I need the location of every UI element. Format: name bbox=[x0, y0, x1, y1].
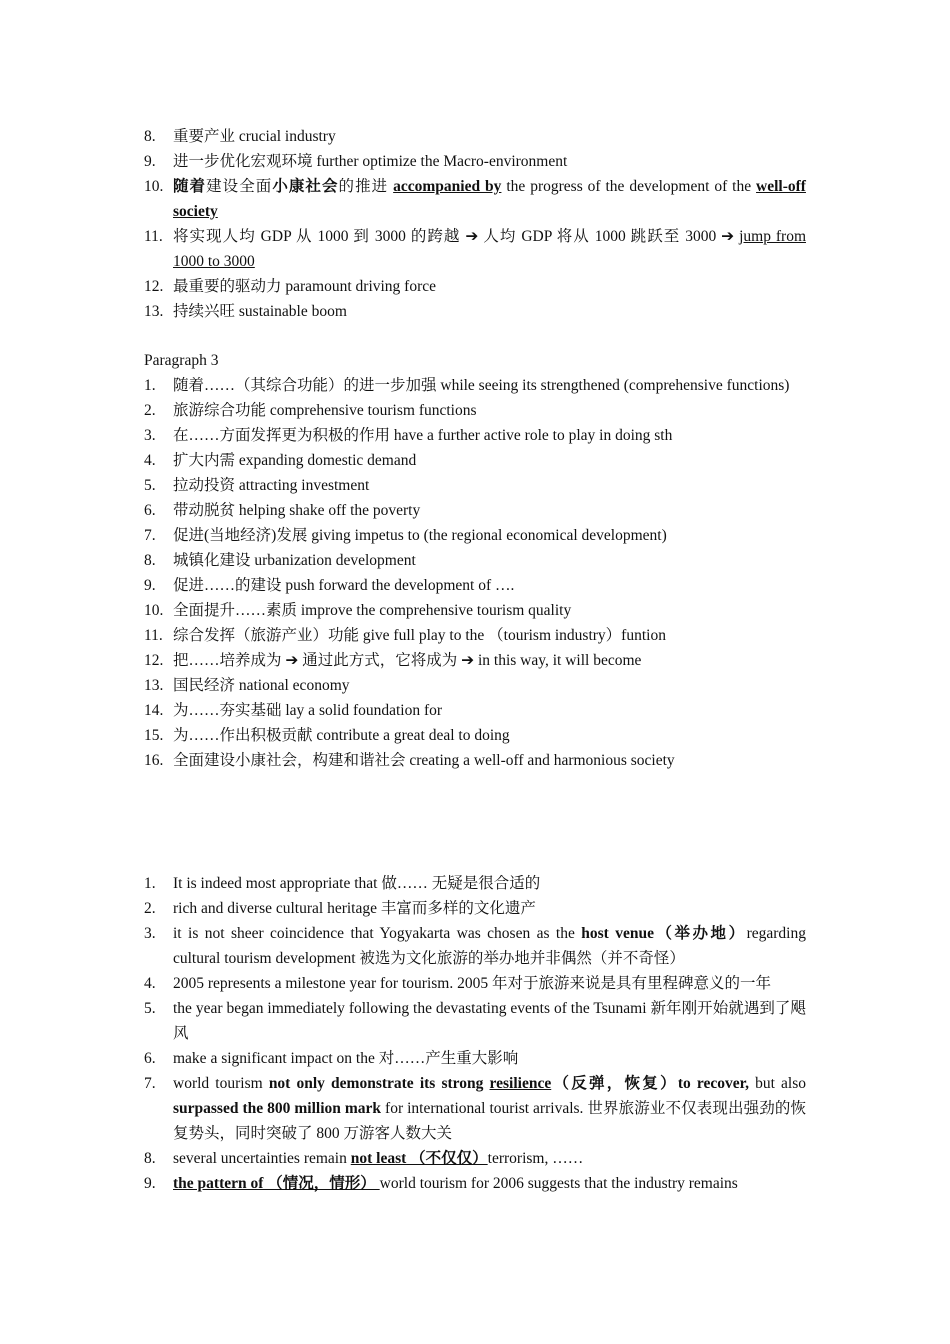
list-item-number: 11. bbox=[144, 627, 163, 644]
list-item-text bbox=[173, 178, 806, 220]
list-item-number: 15. bbox=[144, 727, 164, 744]
list-item-text: 全面建设小康社会，构建和谐社会 creating a well-off and harmonious society bbox=[173, 752, 675, 769]
list-item bbox=[144, 971, 806, 996]
paragraph-heading: Paragraph 3 bbox=[144, 352, 219, 369]
text-segment: but also bbox=[748, 1075, 807, 1092]
list-item-number: 6. bbox=[144, 1050, 156, 1067]
list-item bbox=[144, 523, 806, 548]
list-item-text: 促进……的建设 push forward the development of …. bbox=[173, 577, 515, 594]
list-item-number: 11. bbox=[144, 228, 163, 245]
list-item bbox=[144, 174, 806, 224]
text-segment: world tourism bbox=[173, 1075, 269, 1092]
list-item-text: 带动脱贫 helping shake off the poverty bbox=[173, 502, 421, 519]
list-item-number: 7. bbox=[144, 1075, 156, 1092]
text-segment: it is not sheer coincidence that Yogyakarta was chosen as the bbox=[173, 925, 582, 942]
emphasis-text-segment: 小康社会 bbox=[272, 178, 339, 195]
vocab-list-section-3 bbox=[144, 871, 806, 1196]
list-item-number: 16. bbox=[144, 752, 164, 769]
list-item bbox=[144, 996, 806, 1046]
vocab-list-section-1 bbox=[144, 124, 806, 324]
list-item-number: 4. bbox=[144, 975, 156, 992]
list-item-text: 拉动投资 attracting investment bbox=[173, 477, 370, 494]
list-item bbox=[144, 921, 806, 971]
list-item bbox=[144, 149, 806, 174]
list-item-number: 13. bbox=[144, 677, 164, 694]
list-item-text: rich and diverse cultural heritage 丰富而多样的文化遗产 bbox=[173, 900, 536, 917]
list-item-text: 为……作出积极贡献 contribute a great deal to doing bbox=[173, 727, 510, 744]
text-segment: jump from 1000 to 3000 bbox=[173, 228, 806, 270]
emphasis-text-segment: not only demonstrate its strong bbox=[268, 1075, 490, 1092]
list-item bbox=[144, 274, 806, 299]
list-item-text: 最重要的驱动力 paramount driving force bbox=[173, 278, 437, 295]
list-item-number: 9. bbox=[144, 1175, 156, 1192]
list-item bbox=[144, 448, 806, 473]
list-item-text: 进一步优化宏观环境 further optimize the Macro-environment bbox=[173, 153, 568, 170]
list-item-text: 在……方面发挥更为积极的作用 have a further active role to play in doing sth bbox=[173, 427, 673, 444]
emphasis-text-segment: resilience bbox=[489, 1075, 552, 1092]
list-item bbox=[144, 124, 806, 149]
list-item bbox=[144, 299, 806, 324]
list-item-text: 城镇化建设 urbanization development bbox=[173, 552, 416, 569]
list-item-text: 为……夯实基础 lay a solid foundation for bbox=[173, 702, 443, 719]
text-segment: the progress of the development of the bbox=[501, 178, 757, 195]
list-item bbox=[144, 548, 806, 573]
list-item bbox=[144, 623, 806, 648]
list-item bbox=[144, 748, 806, 773]
emphasis-text-segment: （反弹，恢复）to recover, bbox=[551, 1075, 749, 1092]
list-item bbox=[144, 673, 806, 698]
list-item bbox=[144, 1046, 806, 1071]
list-item-number: 4. bbox=[144, 452, 156, 469]
list-item-text: 综合发挥（旅游产业）功能 give full play to the （tourism industry）funtion bbox=[173, 627, 666, 644]
list-item-number: 5. bbox=[144, 1000, 156, 1017]
text-segment: for international tourist arrivals. 世界旅游业不仅表现出强劲的恢复势头，同时突破了 800 万游客人数大关 bbox=[173, 1100, 806, 1142]
list-item-text: 促进(当地经济)发展 giving impetus to (the regional economical development) bbox=[173, 527, 667, 544]
list-item-number: 10. bbox=[144, 602, 164, 619]
list-item-text: make a significant impact on the 对……产生重大影响 bbox=[173, 1050, 519, 1067]
list-item-number: 3. bbox=[144, 925, 156, 942]
emphasis-text-segment: not least （不仅仅） bbox=[350, 1150, 488, 1167]
list-item-text: 国民经济 national economy bbox=[173, 677, 350, 694]
list-item-number: 8. bbox=[144, 128, 156, 145]
list-item bbox=[144, 648, 806, 673]
list-item bbox=[144, 423, 806, 448]
emphasis-text-segment: host venue（举办地） bbox=[581, 925, 747, 942]
list-item-text bbox=[173, 228, 806, 270]
list-item-text: 全面提升……素质 improve the comprehensive tourism quality bbox=[173, 602, 572, 619]
list-item-number: 1. bbox=[144, 377, 156, 394]
text-segment: regarding cultural tourism development 被选为文化旅游的举办地并非偶然（并不奇怪） bbox=[173, 925, 806, 967]
list-item-text bbox=[173, 925, 806, 967]
emphasis-text-segment: 随着 bbox=[173, 178, 207, 195]
list-item bbox=[144, 598, 806, 623]
list-item-number: 2. bbox=[144, 900, 156, 917]
list-item-number: 9. bbox=[144, 577, 156, 594]
text-segment: world tourism for 2006 suggests that the industry remains bbox=[379, 1175, 738, 1192]
text-segment: 建设全面 bbox=[206, 178, 273, 195]
list-item-text: 随着……（其综合功能）的进一步加强 while seeing its strengthened (comprehensive functions) bbox=[173, 377, 790, 394]
list-item-number: 12. bbox=[144, 652, 164, 669]
list-item-number: 9. bbox=[144, 153, 156, 170]
list-item-number: 6. bbox=[144, 502, 156, 519]
list-item-text bbox=[173, 1175, 738, 1192]
emphasis-text-segment: surpassed the 800 million mark bbox=[173, 1100, 382, 1117]
list-item-number: 8. bbox=[144, 1150, 156, 1167]
text-segment: several uncertainties remain bbox=[173, 1150, 351, 1167]
list-item-number: 2. bbox=[144, 402, 156, 419]
list-item-text: the year began immediately following the devastating events of the Tsunami 新年刚开始就遇到了飓风 bbox=[173, 1000, 806, 1042]
list-item-number: 14. bbox=[144, 702, 164, 719]
emphasis-text-segment: the pattern of （情况，情形） bbox=[173, 1175, 380, 1192]
list-item bbox=[144, 373, 806, 398]
text-segment: 的推进 bbox=[338, 178, 394, 195]
text-segment: terrorism, …… bbox=[487, 1150, 584, 1167]
list-item bbox=[144, 498, 806, 523]
emphasis-text-segment: well-off society bbox=[173, 178, 806, 220]
list-item bbox=[144, 573, 806, 598]
list-item-text: 扩大内需 expanding domestic demand bbox=[173, 452, 417, 469]
list-item-text: 持续兴旺 sustainable boom bbox=[173, 303, 347, 320]
list-item-text: It is indeed most appropriate that 做…… 无疑是很合适的 bbox=[173, 875, 541, 892]
list-item-number: 10. bbox=[144, 178, 164, 195]
list-item bbox=[144, 723, 806, 748]
list-item-number: 8. bbox=[144, 552, 156, 569]
list-item bbox=[144, 473, 806, 498]
list-item bbox=[144, 1071, 806, 1146]
list-item bbox=[144, 871, 806, 896]
list-item bbox=[144, 896, 806, 921]
list-item-number: 13. bbox=[144, 303, 164, 320]
list-item-number: 1. bbox=[144, 875, 156, 892]
list-item-number: 5. bbox=[144, 477, 156, 494]
list-item bbox=[144, 698, 806, 723]
vocab-list-paragraph-3 bbox=[144, 373, 806, 773]
list-item-text: 重要产业 crucial industry bbox=[173, 128, 336, 145]
emphasis-text-segment: accompanied by bbox=[393, 178, 502, 195]
list-item bbox=[144, 224, 806, 274]
text-segment: 将实现人均 GDP 从 1000 到 3000 的跨越 ➔ 人均 GDP 将从 1000 跳跃至 3000 ➔ bbox=[173, 228, 740, 245]
list-item-number: 12. bbox=[144, 278, 164, 295]
list-item-text: 2005 represents a milestone year for tourism. 2005 年对于旅游来说是具有里程碑意义的一年 bbox=[173, 975, 771, 992]
list-item-number: 3. bbox=[144, 427, 156, 444]
list-item-number: 7. bbox=[144, 527, 156, 544]
list-item bbox=[144, 1171, 806, 1196]
list-item bbox=[144, 1146, 806, 1171]
list-item-text bbox=[173, 1075, 806, 1142]
list-item bbox=[144, 398, 806, 423]
list-item-text: 把……培养成为 ➔ 通过此方式，它将成为 ➔ in this way, it will become bbox=[173, 652, 642, 669]
list-item-text: 旅游综合功能 comprehensive tourism functions bbox=[173, 402, 477, 419]
list-item-text bbox=[173, 1150, 583, 1167]
